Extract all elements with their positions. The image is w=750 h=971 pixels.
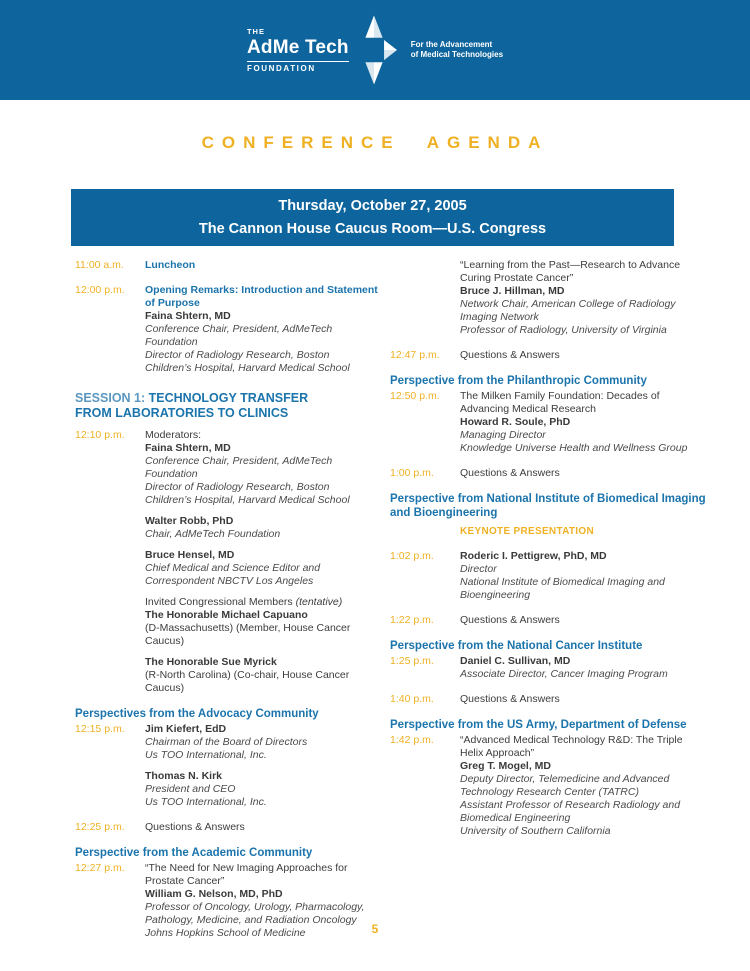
speaker-group: [460, 614, 708, 627]
agenda-line: Director: [460, 563, 497, 575]
logo-tagline-line2: of Medical Technologies: [410, 50, 504, 59]
agenda-item: [390, 390, 708, 455]
agenda-line: University of Southern California: [460, 825, 611, 837]
agenda-line: Questions & Answers: [460, 467, 560, 479]
agenda-item: [75, 429, 378, 695]
agenda-line: Thomas N. Kirk: [145, 770, 223, 782]
agenda-time: 12:10 p.m.: [75, 429, 125, 441]
page-title: CONFERENCE AGENDA: [201, 133, 549, 152]
star-compass-icon: [351, 15, 397, 85]
speaker-group: [460, 734, 708, 838]
agenda-line: Deputy Director, Telemedicine and Advanced Technology Research Center (TATRC): [460, 773, 670, 798]
agenda-line: Network Chair, American College of Radiology Imaging Network: [460, 298, 676, 323]
session-title: TECHNOLOGY TRANSFER FROM LABORATORIES TO CLINICS: [75, 391, 309, 420]
speaker-group: [145, 723, 378, 762]
agenda-line: The Milken Family Foundation: Decades of Advancing Medical Research: [460, 390, 660, 415]
agenda-line: (R-North Carolina) (Co-chair, House Cancer Caucus): [145, 669, 350, 694]
agenda-line: Conference Chair, President, AdMeTech Foundation: [145, 455, 333, 480]
speaker-group: [460, 655, 708, 681]
agenda-line: Opening Remarks: Introduction and Statement of Purpose: [145, 284, 378, 309]
agenda-line: Chair, AdMeTech Foundation: [145, 528, 281, 540]
category-heading: Perspective from the Philanthropic Community: [390, 375, 647, 387]
speaker-group: [460, 349, 708, 362]
agenda-item: [390, 655, 708, 681]
agenda-line: The Honorable Michael Capuano: [145, 609, 308, 621]
agenda-content: [145, 284, 378, 375]
agenda-item: [390, 522, 708, 538]
page-number: 5: [371, 922, 379, 936]
date-banner: [71, 189, 674, 246]
logo-tagline-line1: For the Advancement: [410, 40, 493, 49]
agenda-content: [460, 522, 708, 538]
agenda-line: Howard R. Soule, PhD: [460, 416, 571, 428]
agenda-content: [460, 693, 708, 706]
agenda-time: [390, 259, 460, 337]
agenda-line: President and CEO: [145, 783, 236, 795]
speaker-group: [460, 550, 708, 602]
agenda-item: [390, 614, 708, 627]
agenda-time: 1:40 p.m.: [390, 693, 434, 705]
agenda-content: [460, 550, 708, 602]
agenda-line: Faina Shtern, MD: [145, 310, 231, 322]
agenda-item: [390, 693, 708, 706]
category-heading: Perspective from National Institute of Biomedical Imaging and Bioengineering: [390, 493, 706, 519]
agenda-content: [460, 259, 708, 337]
agenda-time: 12:27 p.m.: [75, 862, 125, 874]
speaker-group: [460, 259, 708, 337]
agenda-item: [390, 550, 708, 602]
agenda-line: Bruce Hensel, MD: [145, 549, 235, 561]
tentative-note: (tentative): [295, 596, 343, 608]
speaker-group: [145, 596, 378, 648]
speaker-group: [145, 515, 378, 541]
agenda-line: Johns Hopkins School of Medicine: [145, 927, 306, 939]
agenda-line: Conference Chair, President, AdMeTech Foundation: [145, 323, 333, 348]
logo-name: AdMe Tech: [247, 37, 349, 62]
agenda-time: 12:15 p.m.: [75, 723, 125, 735]
agenda-line: (D-Massachusetts) (Member, House Cancer Caucus): [145, 622, 351, 647]
speaker-group: [460, 693, 708, 706]
agenda-item: [75, 284, 378, 375]
agenda-line: Us TOO International, Inc.: [145, 749, 267, 761]
agenda-item: [75, 259, 378, 272]
logo-text: [247, 27, 349, 73]
agenda-item: [75, 723, 378, 809]
session-heading: [75, 391, 330, 421]
speaker-group: [145, 656, 378, 695]
logo-the: THE: [246, 27, 265, 36]
category-heading: Perspectives from the Advocacy Community: [75, 708, 319, 720]
speaker-group: [145, 770, 378, 809]
speaker-group: [460, 467, 708, 480]
agenda-time: 11:00 a.m.: [75, 259, 124, 271]
agenda-column-right: [390, 259, 708, 952]
agenda-line: KEYNOTE PRESENTATION: [460, 526, 594, 537]
agenda-line: Jim Kiefert, EdD: [145, 723, 227, 735]
agenda-content: [460, 614, 708, 627]
agenda-line: Chairman of the Board of Directors: [145, 736, 308, 748]
agenda-line: Daniel C. Sullivan, MD: [460, 655, 571, 667]
agenda-time: 12:50 p.m.: [390, 390, 440, 402]
admetech-logo: [247, 15, 503, 85]
agenda-content: [145, 821, 378, 834]
agenda-time: 12:25 p.m.: [75, 821, 125, 833]
agenda-content: [460, 390, 708, 455]
agenda-time: 1:25 p.m.: [390, 655, 434, 667]
agenda-line: William G. Nelson, MD, PhD: [145, 888, 283, 900]
speaker-group: [460, 390, 708, 455]
agenda-line: Greg T. Mogel, MD: [460, 760, 552, 772]
agenda-line: Assistant Professor of Research Radiology and Biomedical Engineering: [460, 799, 681, 824]
agenda-time: 1:00 p.m.: [390, 467, 434, 479]
category-heading: Perspective from the US Army, Department of Defense: [390, 719, 687, 731]
agenda-content: [145, 259, 378, 272]
agenda-line: Associate Director, Cancer Imaging Program: [460, 668, 668, 680]
agenda-line: Roderic I. Pettigrew, PhD, MD: [460, 550, 607, 562]
agenda-line: Questions & Answers: [460, 693, 560, 705]
agenda-time: 1:02 p.m.: [390, 550, 434, 562]
agenda-time: 12:00 p.m.: [75, 284, 125, 296]
agenda-line: Bruce J. Hillman, MD: [460, 285, 565, 297]
agenda-line: Questions & Answers: [145, 821, 245, 833]
agenda-line: Moderators:: [145, 429, 202, 441]
agenda-content: [460, 734, 708, 838]
agenda-line: Questions & Answers: [460, 349, 560, 361]
agenda-time: 1:22 p.m.: [390, 614, 434, 626]
agenda-line: Professor of Oncology, Urology, Pharmacology, Pathology, Medicine, and Radiation Oncology: [145, 901, 365, 926]
agenda-line: “Advanced Medical Technology R&D: The Triple Helix Approach”: [460, 734, 683, 759]
agenda-content: [460, 467, 708, 480]
agenda-item: [390, 349, 708, 362]
speaker-group: [145, 259, 378, 272]
speaker-group: [145, 821, 378, 834]
agenda-line: Us TOO International, Inc.: [145, 796, 267, 808]
agenda-line: The Honorable Sue Myrick: [145, 656, 277, 668]
agenda-time: 12:47 p.m.: [390, 349, 440, 361]
agenda-line: Questions & Answers: [460, 614, 560, 626]
agenda-time: 1:42 p.m.: [390, 734, 434, 746]
category-heading: Perspective from the National Cancer Institute: [390, 640, 643, 652]
speaker-group: [145, 549, 378, 588]
agenda-line: Walter Robb, PhD: [145, 515, 234, 527]
speaker-group: [145, 284, 378, 375]
agenda-line: Professor of Radiology, University of Virginia: [460, 324, 667, 336]
agenda-content: [460, 655, 708, 681]
agenda-line: Luncheon: [145, 259, 196, 271]
agenda-line: Faina Shtern, MD: [145, 442, 231, 454]
agenda-content: [145, 723, 378, 809]
speaker-group: [460, 525, 708, 538]
agenda-line: Managing Director: [460, 429, 546, 441]
agenda-item: [75, 821, 378, 834]
agenda-item: [390, 467, 708, 480]
agenda-item: [390, 259, 708, 337]
agenda-line: Director of Radiology Research, Boston Children’s Hospital, Harvard Medical School: [145, 349, 350, 374]
agenda-line: National Institute of Biomedical Imaging and Bioengineering: [460, 576, 665, 601]
agenda-item: [390, 734, 708, 838]
session-number: SESSION 1:: [75, 391, 149, 405]
agenda-columns: [0, 246, 750, 952]
logo-tagline: [411, 40, 503, 60]
banner-location: The Cannon House Caucus Room—U.S. Congress: [198, 221, 547, 237]
agenda-content: [460, 349, 708, 362]
agenda-line: Invited Congressional Members (tentative): [145, 596, 343, 608]
agenda-line: Chief Medical and Science Editor and Correspondent NBCTV Los Angeles: [145, 562, 321, 587]
agenda-line: “Learning from the Past—Research to Advance Curing Prostate Cancer”: [460, 259, 681, 284]
agenda-column-left: [75, 259, 378, 952]
header-band: [0, 0, 750, 100]
agenda-line: Director of Radiology Research, Boston Children’s Hospital, Harvard Medical School: [145, 481, 350, 506]
banner-date: Thursday, October 27, 2005: [278, 198, 467, 214]
agenda-line: Knowledge Universe Health and Wellness Group: [460, 442, 688, 454]
category-heading: Perspective from the Academic Community: [75, 847, 313, 859]
agenda-time: [390, 522, 460, 538]
agenda-line: “The Need for New Imaging Approaches for Prostate Cancer”: [145, 862, 348, 887]
agenda-content: [145, 429, 378, 695]
speaker-group: [145, 429, 378, 507]
logo-foundation: FOUNDATION: [246, 64, 316, 73]
